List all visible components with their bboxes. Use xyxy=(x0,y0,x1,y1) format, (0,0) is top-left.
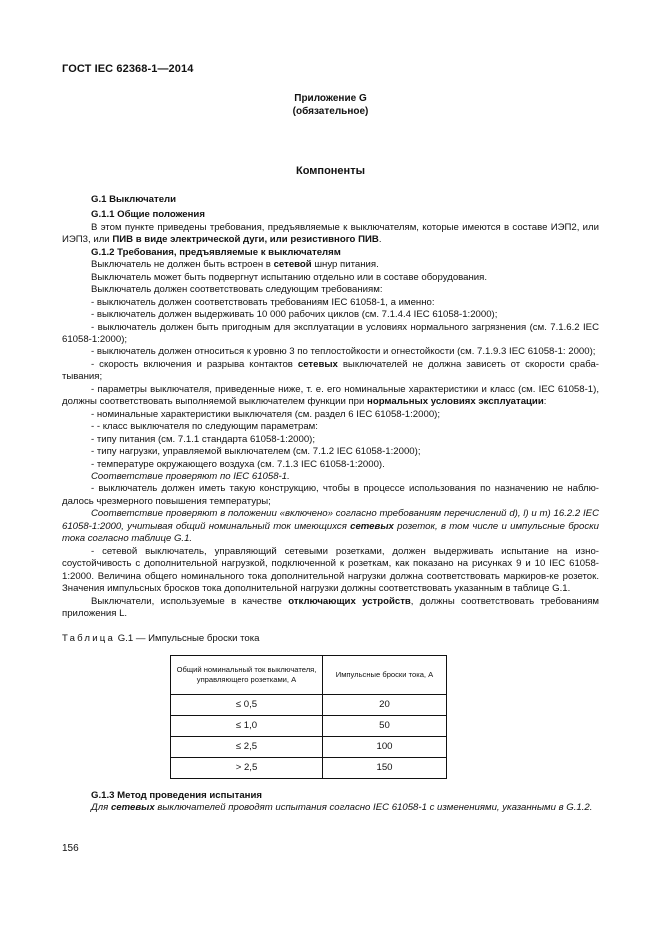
compliance-note xyxy=(62,508,599,545)
appendix-heading xyxy=(0,92,661,118)
page-number: 156 xyxy=(62,843,79,854)
table-header-cell: Импульсные броски тока, А xyxy=(323,655,447,694)
list-item: - сетевой выключатель, управляющий сетевыми розетками, должен выдерживать испытание на изно-соустойчивость с дополнительной нагрузкой, подключенной к розеткам, как показано на рисунках 9 и 10 IEC 61058-1:2000. Величина общего номинального тока дополнительной нагрузки должна соответствовать маркиров-ке розеток. Значения импульсных бросков тока дополнительной нагрузки должны соответствовать указанным в таблице G.1. xyxy=(62,545,599,595)
list-item: - выключатель должен иметь такую конструкцию, чтобы в процессе использования по назначению не наблю-далось чрезмерного повышения температуры; xyxy=(62,483,599,507)
term-mains: сетевой xyxy=(273,259,312,271)
term-normal-conditions: нормальных условиях эксплуатации xyxy=(367,396,544,408)
section-title: Компоненты xyxy=(296,165,365,177)
g1-heading: G.1 Выключатели xyxy=(91,194,177,205)
appendix-title: Приложение G xyxy=(294,93,367,104)
text: Соответствие проверяют в положении «включено» согласно требованиям перечислений d), l) и m) 16.2.2 IEC 61058-1:2000, учитывая общий номинальный ток имеющихся xyxy=(62,508,599,532)
text: выключателей не должна зависеть от скорости сраба-тывания; xyxy=(62,358,600,383)
paragraph-requirements: Выключатель должен соответствовать следующим требованиям: xyxy=(91,284,383,296)
text: Выключатели, используемые в качестве xyxy=(91,595,289,607)
list-item xyxy=(62,359,599,384)
table-row xyxy=(171,736,447,757)
text: : xyxy=(543,396,547,408)
table-cell: ≤ 1,0 xyxy=(171,715,323,736)
paragraph-disconnect xyxy=(62,596,599,621)
list-item: - выключатель должен быть пригодным для эксплуатации в условиях нормального загрязнения (см. 7.1.6.2 IEC 61058-1:2000); xyxy=(62,321,599,345)
table-cell: 20 xyxy=(323,694,447,715)
inrush-table xyxy=(170,655,447,779)
compliance-note: Соответствие проверяют по IEC 61058-1. xyxy=(91,470,290,482)
table-header-cell: Общий номинальный ток выключателя, управляющего розетками, А xyxy=(171,655,323,694)
table-cell: > 2,5 xyxy=(171,757,323,778)
table-caption-title: G.1 — Импульсные броски тока xyxy=(117,633,260,645)
list-item xyxy=(62,384,599,409)
list-item: - выключатель должен соответствовать требованиям IEC 61058-1, а именно: xyxy=(91,296,435,308)
sub-list-item: - номинальные характеристики выключателя (см. раздел 6 IEC 61058-1:2000); xyxy=(91,408,441,420)
text: Выключатель не должен быть встроен в xyxy=(91,259,274,271)
term-arc-pis: ПИВ в виде электрической дуги xyxy=(112,234,265,246)
sub-list-item: - - класс выключателя по следующим параметрам: xyxy=(91,421,318,433)
text: выключателей проводят испытания согласно IEC 61058-1 с изменениями, указанными в G.1.2. xyxy=(154,802,593,814)
list-item: - выключатель должен относиться к уровню 3 по теплостойкости и огнестойкости (см. 7.1.9.3 IEC 61058-1: 2000); xyxy=(91,346,596,358)
table-row xyxy=(171,757,447,778)
g11-paragraph xyxy=(62,222,599,247)
standard-header: ГОСТ IEC 62368-1—2014 xyxy=(62,63,194,75)
text: - скорость включения и разрыва контактов xyxy=(91,358,298,370)
table-header-row xyxy=(171,655,447,694)
table-cell: ≤ 2,5 xyxy=(171,736,323,757)
g13-paragraph xyxy=(62,802,599,814)
term-mains: сетевых xyxy=(350,520,394,532)
text: розеток, в том числе и импульсные броски тока согласно таблице G.1. xyxy=(62,520,599,545)
table-row xyxy=(171,715,447,736)
g11-text-mid: , или xyxy=(264,234,291,246)
text: Для xyxy=(91,802,111,814)
g11-text-end: . xyxy=(378,234,382,246)
table-cell: 100 xyxy=(323,736,447,757)
table-cell: ≤ 0,5 xyxy=(171,694,323,715)
g13-heading: G.1.3 Метод проведения испытания xyxy=(91,789,262,801)
term-disconnect-device: отключающих устройств xyxy=(288,595,411,607)
sub-list-item: - типу нагрузки, управляемой выключателем (см. 7.1.2 IEC 61058-1:2000); xyxy=(91,446,421,458)
g11-text: В этом пункте приведены требования, предъявляемые к выключателям, которые имеются в составе ИЭП2, или ИЭП3, или xyxy=(62,221,599,246)
sub-list-item: - температуре окружающего воздуха (см. 7.1.3 IEC 61058-1:2000). xyxy=(91,458,385,470)
list-item: - выключатель должен выдерживать 10 000 рабочих циклов (см. 7.1.4.4 IEC 61058-1:2000); xyxy=(91,309,498,321)
term-mains: сетевых xyxy=(297,358,338,370)
text: , должны соответствовать требованиям приложения L. xyxy=(62,595,599,619)
paragraph-cord xyxy=(62,259,599,271)
term-resistive-pis: резистивного ПИВ xyxy=(290,234,379,246)
paragraph-testing: Выключатель может быть подвергнут испытанию отдельно или в составе оборудования. xyxy=(91,271,488,283)
term-mains: сетевых xyxy=(110,802,155,814)
sub-list-item: - типу питания (см. 7.1.1 стандарта 61058-1:2000); xyxy=(91,433,316,445)
table-cell: 150 xyxy=(323,757,447,778)
text: шнур питания. xyxy=(311,259,379,271)
g12-heading: G.1.2 Требования, предъявляемые к выключателям xyxy=(91,246,341,258)
table-row xyxy=(171,694,447,715)
document-body xyxy=(62,194,599,815)
g11-heading: G.1.1 Общие положения xyxy=(91,209,205,221)
table-caption-word: Таблица xyxy=(62,633,116,645)
appendix-status: (обязательное) xyxy=(292,106,369,117)
table-cell: 50 xyxy=(323,715,447,736)
text: - параметры выключателя, приведенные ниже, т. е. его номинальные характеристики и класс (см. IEC 61058-1), должны соответствовать выполняемой выключателем функции при xyxy=(62,383,599,408)
table-caption xyxy=(62,633,599,645)
